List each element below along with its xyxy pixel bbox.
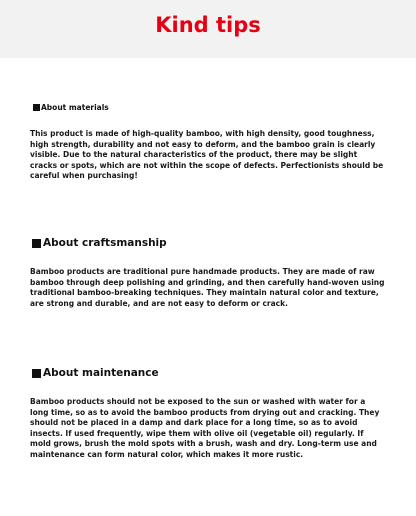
square-bullet-icon bbox=[33, 104, 40, 111]
section-body: This product is made of high-quality bamboo, with high density, good toughness, high strength, durability and not easy to deform, and the bamboo grain is clearly visible. Due to the natural characteristics of the product, there may be slight cracks or spots, which are not within the scope of defects. Perfectionists should be careful when purchasing! bbox=[30, 129, 384, 180]
header-banner bbox=[0, 0, 416, 58]
section-maintenance bbox=[30, 366, 386, 460]
section-heading-text: About maintenance bbox=[43, 367, 159, 379]
section-heading-text: About craftsmanship bbox=[43, 237, 167, 249]
section-heading-text: About materials bbox=[41, 103, 109, 112]
section-heading bbox=[32, 366, 386, 380]
section-heading bbox=[32, 236, 386, 250]
section-craftsmanship bbox=[30, 236, 386, 309]
page-title: Kind tips bbox=[155, 13, 261, 37]
section-heading bbox=[33, 102, 386, 113]
section-body: Bamboo products are traditional pure handmade products. They are made of raw bamboo through deep polishing and grinding, and then carefully hand-woven using traditional bamboo-breaking techniques. They maintain natural color and texture, are strong and durable, and are not easy to deform or crack. bbox=[30, 267, 385, 308]
square-bullet-icon bbox=[32, 239, 41, 248]
square-bullet-icon bbox=[32, 369, 41, 378]
section-body: Bamboo products should not be exposed to the sun or washed with water for a long time, so as to avoid the bamboo products from drying out and cracking. They should not be placed in a damp and dark place for a long time, so as to avoid insects. If used frequently, wipe them with olive oil (vegetable oil) regularly. If mold grows, brush the mold spots with a brush, wash and dry. Long-term use and maintenance can form natural color, which makes it more rustic. bbox=[30, 397, 380, 459]
section-materials bbox=[30, 102, 386, 182]
